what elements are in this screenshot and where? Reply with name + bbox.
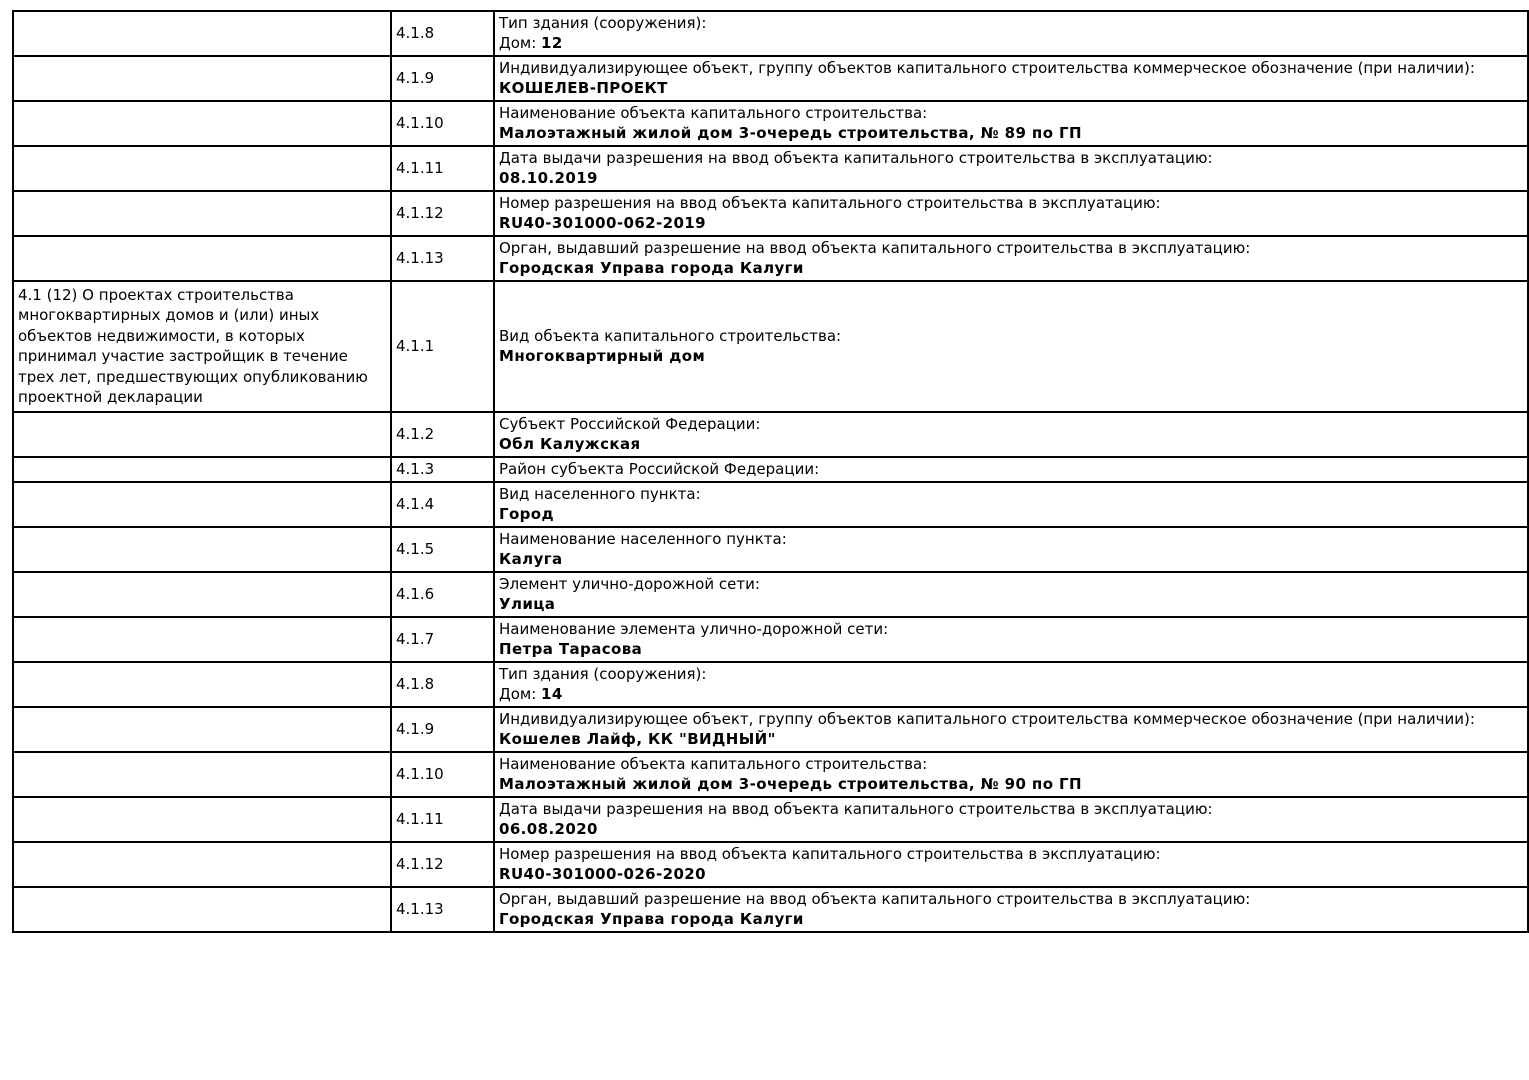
table-row	[13, 572, 1528, 617]
field-value-line	[499, 504, 1523, 524]
field-label: Номер разрешения на ввод объекта капитального строительства в эксплуатацию:	[499, 845, 1161, 863]
table-row	[13, 797, 1528, 842]
field-value-line	[499, 168, 1523, 188]
row-content-cell	[494, 527, 1528, 572]
field-label: Индивидуализирующее объект, группу объектов капитального строительства коммерческое обозначение (при наличии):	[499, 710, 1475, 728]
table-row	[13, 56, 1528, 101]
field-value: Улица	[499, 595, 556, 613]
field-value: 14	[541, 685, 563, 703]
field-value-line	[499, 33, 1523, 53]
field-value-line	[499, 123, 1523, 143]
table-row	[13, 842, 1528, 887]
table-row	[13, 617, 1528, 662]
section-description-cell	[13, 236, 391, 281]
table-row	[13, 752, 1528, 797]
row-code: 4.1.1	[391, 281, 494, 412]
field-value-line	[499, 434, 1523, 454]
section-description-cell	[13, 56, 391, 101]
row-content-cell	[494, 842, 1528, 887]
section-description-cell	[13, 572, 391, 617]
section-description-cell	[13, 191, 391, 236]
row-content-cell	[494, 752, 1528, 797]
section-description-cell	[13, 707, 391, 752]
row-code: 4.1.3	[391, 457, 494, 482]
row-code: 4.1.13	[391, 236, 494, 281]
table-row	[13, 236, 1528, 281]
field-value-prefix: Дом:	[499, 685, 542, 703]
table-row	[13, 527, 1528, 572]
row-content-cell	[494, 101, 1528, 146]
field-value: Город	[499, 505, 555, 523]
field-value-line	[499, 213, 1523, 233]
section-description-cell	[13, 887, 391, 932]
table-row	[13, 482, 1528, 527]
section-description-cell	[13, 662, 391, 707]
field-value-line	[499, 864, 1523, 884]
section-description-cell	[13, 527, 391, 572]
field-label: Орган, выдавший разрешение на ввод объекта капитального строительства в эксплуатацию:	[499, 890, 1251, 908]
row-code: 4.1.4	[391, 482, 494, 527]
field-value: RU40-301000-062-2019	[499, 214, 706, 232]
field-label: Тип здания (сооружения):	[499, 665, 707, 683]
field-label: Номер разрешения на ввод объекта капитального строительства в эксплуатацию:	[499, 194, 1161, 212]
field-label: Орган, выдавший разрешение на ввод объекта капитального строительства в эксплуатацию:	[499, 239, 1251, 257]
field-value: Малоэтажный жилой дом 3-очередь строительства, № 89 по ГП	[499, 124, 1082, 142]
field-label: Вид объекта капитального строительства:	[499, 327, 842, 345]
section-description-cell	[13, 281, 391, 412]
section-description-cell	[13, 412, 391, 457]
section-description-cell	[13, 617, 391, 662]
field-value: Малоэтажный жилой дом 3-очередь строительства, № 90 по ГП	[499, 775, 1082, 793]
row-content-cell	[494, 707, 1528, 752]
row-code: 4.1.2	[391, 412, 494, 457]
row-code: 4.1.12	[391, 191, 494, 236]
section-description-cell	[13, 11, 391, 56]
table-row	[13, 191, 1528, 236]
section-description-cell	[13, 752, 391, 797]
row-content-cell	[494, 11, 1528, 56]
field-value-line	[499, 258, 1523, 278]
field-value-line	[499, 639, 1523, 659]
field-label: Тип здания (сооружения):	[499, 14, 707, 32]
field-label: Дата выдачи разрешения на ввод объекта капитального строительства в эксплуатацию:	[499, 149, 1213, 167]
table-row	[13, 11, 1528, 56]
table-row	[13, 412, 1528, 457]
field-value: Городская Управа города Калуги	[499, 910, 804, 928]
row-content-cell	[494, 797, 1528, 842]
row-content-cell	[494, 146, 1528, 191]
row-code: 4.1.10	[391, 101, 494, 146]
field-value: RU40-301000-026-2020	[499, 865, 706, 883]
row-content-cell	[494, 56, 1528, 101]
row-code: 4.1.12	[391, 842, 494, 887]
section-description-cell	[13, 482, 391, 527]
row-content-cell	[494, 457, 1528, 482]
table-row	[13, 662, 1528, 707]
row-content-cell	[494, 281, 1528, 412]
row-code: 4.1.9	[391, 707, 494, 752]
field-value: Петра Тарасова	[499, 640, 643, 658]
field-value-line	[499, 684, 1523, 704]
field-value: 08.10.2019	[499, 169, 598, 187]
field-value: КОШЕЛЕВ-ПРОЕКТ	[499, 79, 668, 97]
section-description-cell	[13, 146, 391, 191]
table-body	[13, 11, 1528, 932]
section-label: 4.1 (12) О проектах строительства многоквартирных домов и (или) иных объектов недвижимости, в которых принимал участие застройщик в течение трех лет, предшествующих опубликованию проектной декларации	[18, 285, 368, 406]
section-description-cell	[13, 101, 391, 146]
field-value-line	[499, 729, 1523, 749]
field-label: Субъект Российской Федерации:	[499, 415, 761, 433]
field-value: Обл Калужская	[499, 435, 641, 453]
row-code: 4.1.5	[391, 527, 494, 572]
field-value: Многоквартирный дом	[499, 347, 706, 365]
field-label: Наименование населенного пункта:	[499, 530, 787, 548]
field-label: Наименование объекта капитального строительства:	[499, 755, 928, 773]
field-label: Индивидуализирующее объект, группу объектов капитального строительства коммерческое обозначение (при наличии):	[499, 59, 1475, 77]
row-content-cell	[494, 191, 1528, 236]
table-row	[13, 887, 1528, 932]
field-value: 12	[541, 34, 563, 52]
field-value: 06.08.2020	[499, 820, 598, 838]
table-row	[13, 146, 1528, 191]
project-declaration-table	[12, 10, 1529, 933]
row-content-cell	[494, 572, 1528, 617]
row-code: 4.1.9	[391, 56, 494, 101]
row-code: 4.1.11	[391, 146, 494, 191]
field-value-line	[499, 78, 1523, 98]
field-label: Район субъекта Российской Федерации:	[499, 460, 820, 478]
section-description-cell	[13, 842, 391, 887]
table-row	[13, 281, 1528, 412]
table-row	[13, 101, 1528, 146]
field-value-line	[499, 819, 1523, 839]
section-description-cell	[13, 797, 391, 842]
row-code: 4.1.8	[391, 11, 494, 56]
table-row	[13, 457, 1528, 482]
field-label: Наименование объекта капитального строительства:	[499, 104, 928, 122]
row-code: 4.1.8	[391, 662, 494, 707]
field-value-line	[499, 346, 1523, 366]
section-description-cell	[13, 457, 391, 482]
row-code: 4.1.13	[391, 887, 494, 932]
field-value-line	[499, 594, 1523, 614]
row-code: 4.1.11	[391, 797, 494, 842]
table-row	[13, 707, 1528, 752]
field-value-line	[499, 909, 1523, 929]
row-content-cell	[494, 482, 1528, 527]
field-value: Калуга	[499, 550, 563, 568]
field-label: Вид населенного пункта:	[499, 485, 701, 503]
row-content-cell	[494, 662, 1528, 707]
field-value-prefix: Дом:	[499, 34, 542, 52]
row-code: 4.1.6	[391, 572, 494, 617]
row-content-cell	[494, 887, 1528, 932]
field-value: Городская Управа города Калуги	[499, 259, 804, 277]
field-value-line	[499, 774, 1523, 794]
row-code: 4.1.7	[391, 617, 494, 662]
field-value-line	[499, 549, 1523, 569]
row-content-cell	[494, 236, 1528, 281]
row-content-cell	[494, 617, 1528, 662]
field-label: Дата выдачи разрешения на ввод объекта капитального строительства в эксплуатацию:	[499, 800, 1213, 818]
row-code: 4.1.10	[391, 752, 494, 797]
field-label: Элемент улично-дорожной сети:	[499, 575, 760, 593]
row-content-cell	[494, 412, 1528, 457]
field-label: Наименование элемента улично-дорожной сети:	[499, 620, 889, 638]
field-value: Кошелев Лайф, КК "ВИДНЫЙ"	[499, 730, 776, 748]
